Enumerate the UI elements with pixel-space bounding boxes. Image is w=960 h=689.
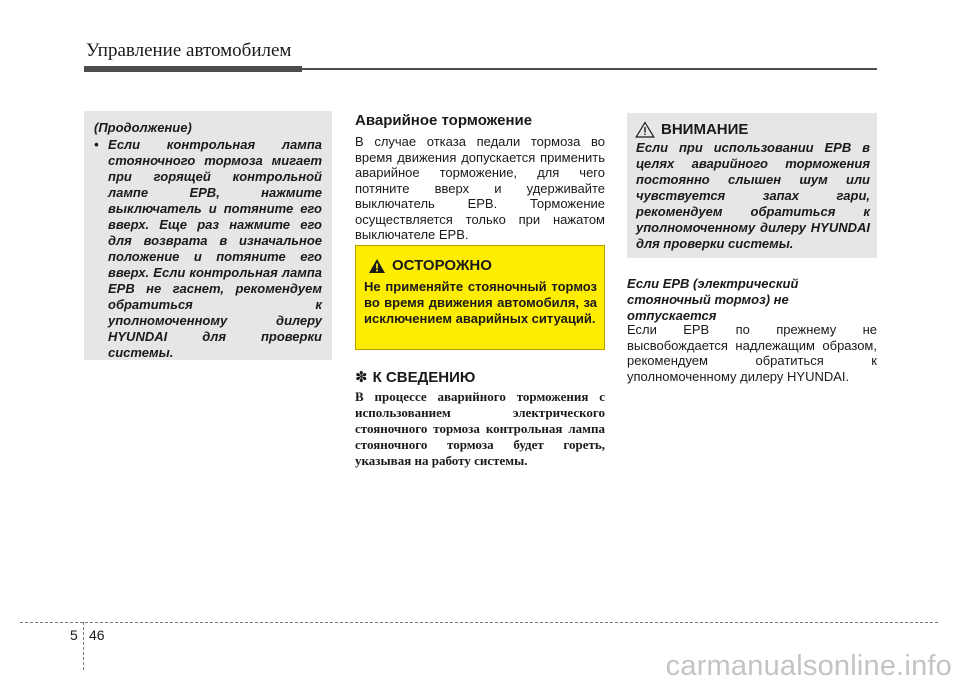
emergency-braking-section: [355, 112, 605, 243]
emergency-braking-title: Аварийное торможение: [355, 112, 533, 129]
info-header: [355, 368, 475, 386]
caution-triangle-icon: [635, 121, 655, 138]
warning-text: Не применяйте стояночный тормоз во время движения автомобиля, за исключением аварийных ситуаций.: [364, 279, 597, 326]
footer-vertical-divider: [83, 622, 84, 670]
continued-note-box: [84, 111, 332, 360]
warning-label: ОСТОРОЖНО: [392, 257, 492, 274]
epb-release-text: Если EPB по прежнему не высвобождается надлежащим образом, рекомендуем обратиться к уполномоченному дилеру HYUNDAI.: [627, 322, 877, 384]
warning-triangle-icon: [368, 258, 386, 274]
warning-header: [368, 257, 604, 274]
header-rule-thin: [302, 68, 877, 70]
header-rule: [84, 66, 877, 72]
warning-box: [355, 245, 605, 350]
caution-label: ВНИМАНИЕ: [661, 121, 749, 138]
caution-text: Если при использовании EPB в целях аварийного торможения постоянно слышен шум или чувствуется запах гари, рекомендуем обратиться к уполномоченному дилеру HYUNDAI для проверки системы.: [636, 140, 870, 251]
continued-note-item: [92, 137, 322, 361]
info-text: В процессе аварийного торможения с использованием электрического стояночного тормоза контрольная лампа стояночного тормоза будет гореть, указывая на работу системы.: [355, 389, 605, 468]
continued-note-heading: (Продолжение): [94, 120, 192, 135]
section-number: 5: [70, 627, 78, 643]
emergency-braking-text: В случае отказа педали тормоза во время движения допускается применить аварийное торможение, для чего потяните вверх и удерживайте выключатель EPB. Торможение осуществляется только при нажатом выключателе EPB.: [355, 134, 605, 242]
info-star-icon: ✽: [355, 369, 368, 386]
bullet-marker: •: [94, 137, 99, 152]
header-rule-thick: [84, 66, 302, 72]
caution-box: [627, 113, 877, 258]
page-number: 46: [89, 627, 105, 643]
continued-note-text: Если контрольная лампа стояночного тормоза мигает при горящей контрольной лампе EPB, нажмите выключатель и потяните его вверх. Еще раз нажмите его для возврата в изначальное положение и потяните его вверх. Если контрольная лампа EPB не гаснет, рекомендуем обратиться к уполномоченному дилеру HYUNDAI для проверки системы.: [108, 137, 322, 360]
caution-header: [635, 121, 877, 138]
page-header-title: Управление автомобилем: [86, 40, 292, 61]
watermark: carmanualsonline.info: [665, 650, 952, 682]
epb-release-heading: Если EPB (электрический стояночный тормоз) не отпускается: [627, 276, 799, 323]
info-label: К СВЕДЕНИЮ: [372, 368, 476, 386]
footer-divider: [20, 622, 938, 623]
